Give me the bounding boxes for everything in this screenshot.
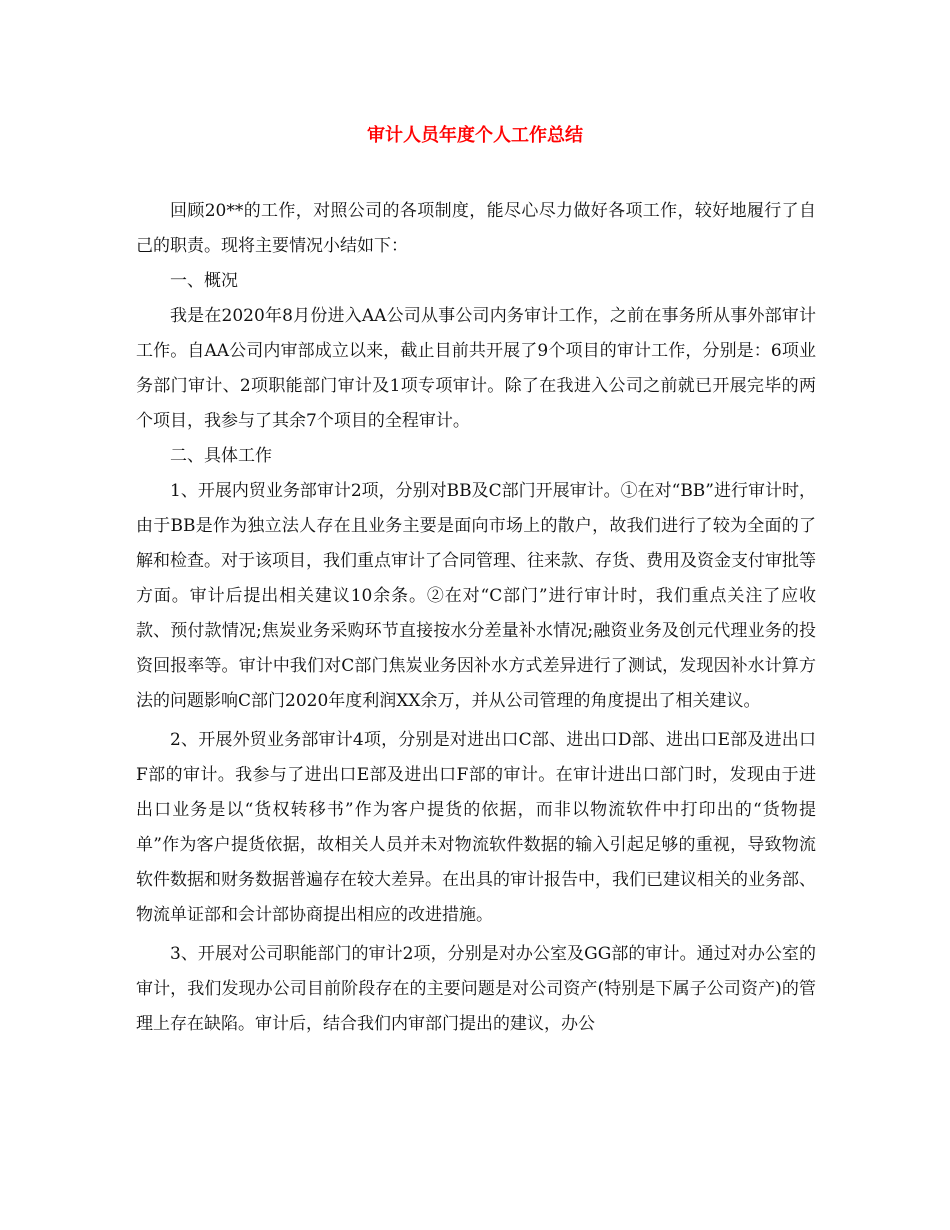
paragraph-item-2: 2、开展外贸业务部审计4项，分别是对进出口C部、进出口D部、进出口E部及进出口F部的审计。我参与了进出口E部及进出口F部的审计。在审计进出口部门时，发现由于进出口业务是以“货权转移书”作为客户提货的依据，而非以物流软件中打印出的“货物提单”作为客户提货依据，故相关人员并未对物流软件数据的输入引起足够的重视，导致物流软件数据和财务数据普遍存在较大差异。在出具的审计报告中，我们已建议相关的业务部、物流单证部和会计部协商提出相应的改进措施。 [136, 730, 816, 925]
document-title: 审计人员年度个人工作总结 [367, 125, 583, 146]
document-body [136, 194, 816, 1042]
section-heading-specific-work: 二、具体工作 [170, 446, 272, 466]
paragraph-intro: 回顾20**的工作，对照公司的各项制度，能尽心尽力做好各项工作，较好地履行了自己的职责。现将主要情况小结如下： [136, 201, 816, 256]
paragraph-item-3: 3、开展对公司职能部门的审计2项，分别是对办公室及GG部的审计。通过对办公室的审计，我们发现办公司目前阶段存在的主要问题是对公司资产(特别是下属子公司资产)的管理上存在缺陷。审计后，结合我们内审部门提出的建议，办公 [136, 944, 816, 1034]
paragraph-overview: 我是在2020年8月份进入AA公司从事公司内务审计工作，之前在事务所从事外部审计工作。自AA公司内审部成立以来，截止目前共开展了9个项目的审计工作，分别是：6项业务部门审计、2项职能部门审计及1项专项审计。除了在我进入公司之前就已开展完毕的两个项目，我参与了其余7个项目的全程审计。 [136, 306, 816, 431]
paragraph-item-1: 1、开展内贸业务部审计2项，分别对BB及C部门开展审计。①在对“BB”进行审计时，由于BB是作为独立法人存在且业务主要是面向市场上的散户，故我们进行了较为全面的了解和检查。对于该项目，我们重点审计了合同管理、往来款、存货、费用及资金支付审批等方面。审计后提出相关建议10余条。②在对“C部门”进行审计时，我们重点关注了应收款、预付款情况;焦炭业务采购环节直接按水分差量补水情况;融资业务及创元代理业务的投资回报率等。审计中我们对C部门焦炭业务因补水方式差异进行了测试，发现因补水计算方法的问题影响C部门2020年度利润XX余万，并从公司管理的角度提出了相关建议。 [136, 481, 816, 711]
section-heading-overview: 一、概况 [170, 271, 238, 291]
